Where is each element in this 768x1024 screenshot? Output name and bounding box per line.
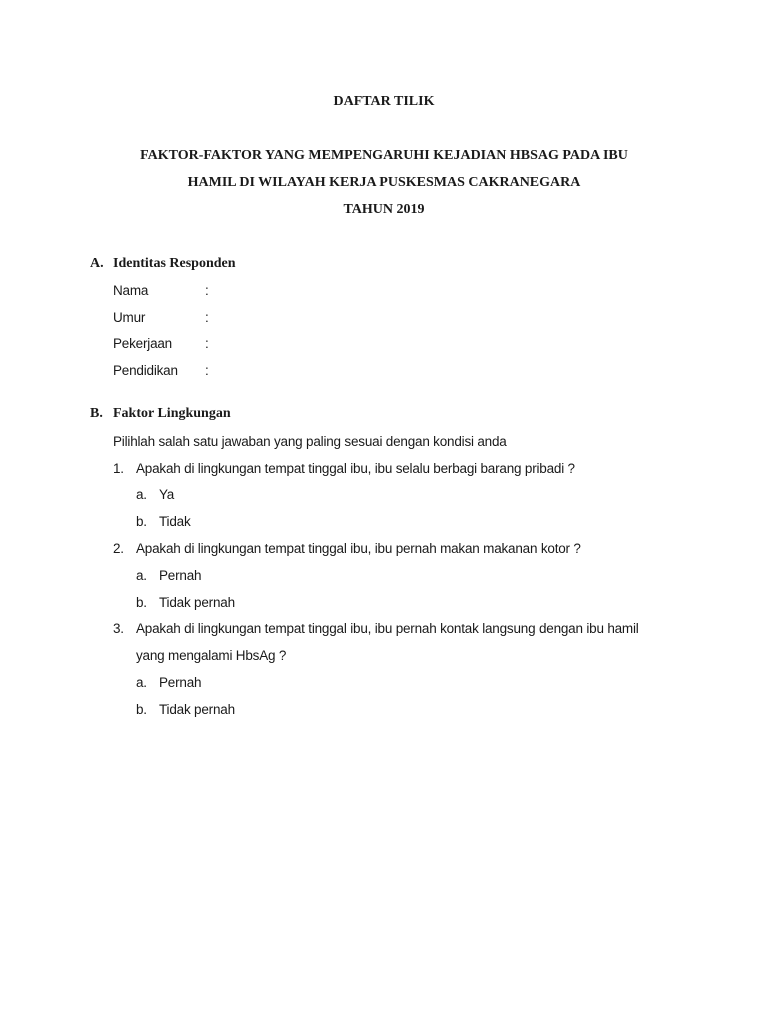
field-separator: : [205,363,209,378]
section-b-instruction: Pilihlah salah satu jawaban yang paling sesuai dengan kondisi anda [113,434,507,449]
section-a-letter: A. [90,256,104,271]
option-letter: b. [136,702,147,717]
section-b-heading: Faktor Lingkungan [113,406,231,421]
subtitle-line-3: TAHUN 2019 [343,202,425,217]
option-text: Ya [159,487,175,502]
field-separator: : [205,336,209,351]
question-text: Apakah di lingkungan tempat tinggal ibu, ibu pernah makan makanan kotor ? [136,541,581,556]
option-letter: a. [136,487,147,502]
option-letter: a. [136,568,147,583]
question-text: Apakah di lingkungan tempat tinggal ibu, ibu pernah kontak langsung dengan ibu hamil [136,621,639,636]
field-label-pekerjaan: Pekerjaan [113,336,172,351]
question-number: 2. [113,541,124,556]
question-number: 1. [113,461,124,476]
option-letter: a. [136,675,147,690]
option-text: Pernah [159,568,202,583]
section-a-heading: Identitas Responden [113,256,236,271]
question-text-continued: yang mengalami HbsAg ? [136,648,287,663]
question-number: 3. [113,621,124,636]
document-title: DAFTAR TILIK [333,94,435,109]
question-text: Apakah di lingkungan tempat tinggal ibu, ibu selalu berbagi barang pribadi ? [136,461,575,476]
option-letter: b. [136,595,147,610]
field-label-pendidikan: Pendidikan [113,363,178,378]
option-letter: b. [136,514,147,529]
option-text: Pernah [159,675,202,690]
subtitle-line-2: HAMIL DI WILAYAH KERJA PUSKESMAS CAKRANEGARA [187,175,581,190]
field-separator: : [205,310,209,325]
option-text: Tidak pernah [159,702,235,717]
field-label-umur: Umur [113,310,146,325]
subtitle-line-1: FAKTOR-FAKTOR YANG MEMPENGARUHI KEJADIAN HBSAG PADA IBU [140,148,628,163]
option-text: Tidak [159,514,191,529]
option-text: Tidak pernah [159,595,235,610]
section-b-letter: B. [90,406,103,421]
field-label-nama: Nama [113,283,149,298]
field-separator: : [205,283,209,298]
